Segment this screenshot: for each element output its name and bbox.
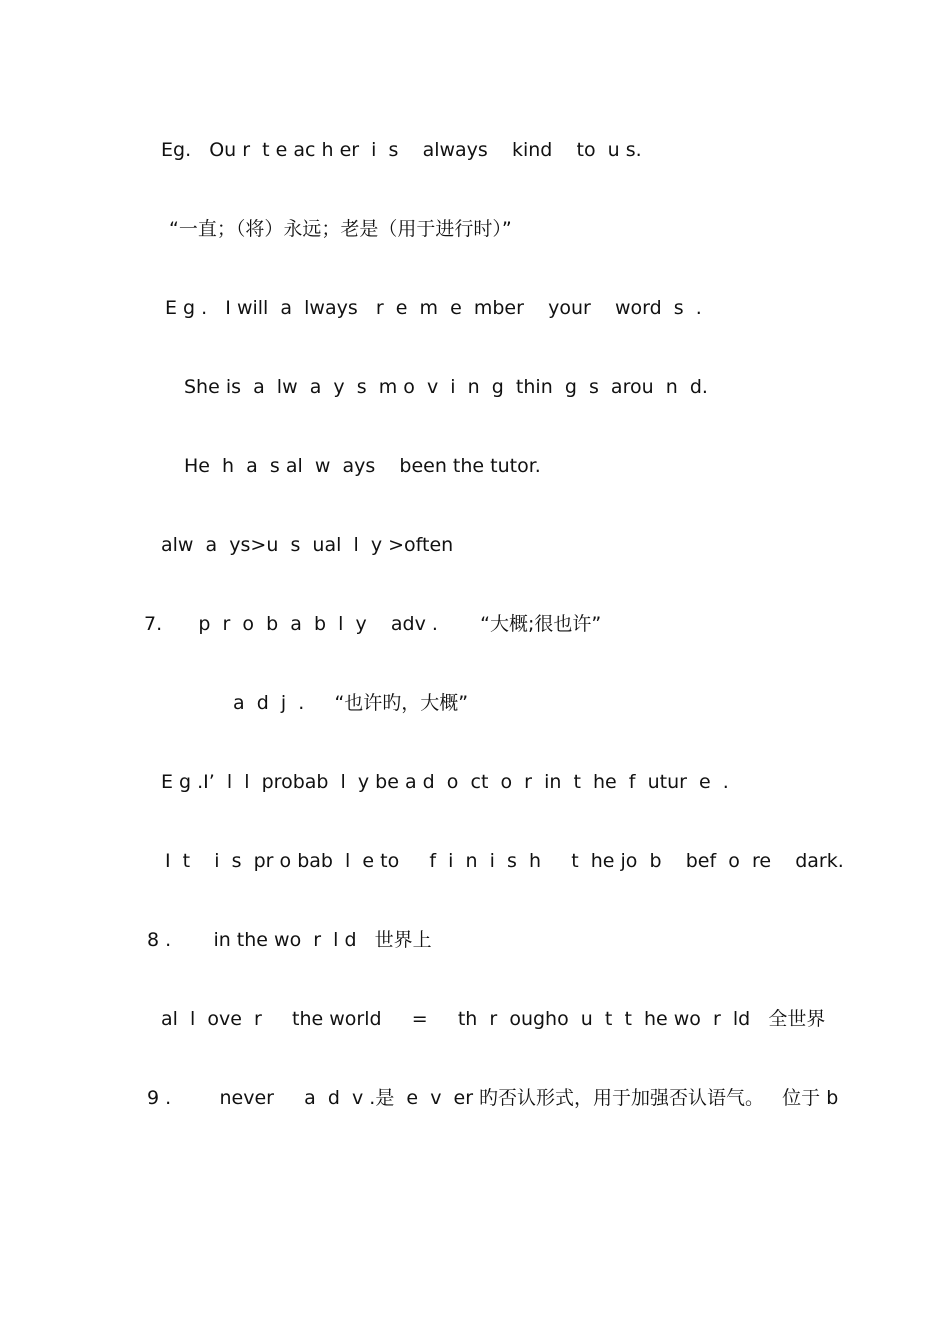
line-always-example-4: He h a s al w ays been the tutor.: [184, 455, 541, 477]
line-probable-adj: a d j . “也许旳，大概”: [233, 692, 469, 714]
line-frequency-order: alw a ys>u s ual l y >often: [161, 534, 454, 556]
line-probable-example: I t i s pr o bab l e to f i n i s h t he jo b bef o re dark.: [165, 850, 844, 872]
line-item-9-never: 9 . never a d v .是 e v er 旳否认形式，用于加强否认语气。 位于 b: [147, 1087, 839, 1109]
line-always-example-3: She is a lw a y s m o v i n g thin g s arou n d.: [184, 376, 708, 398]
line-always-example-1: Eg. Ou r t e ac h er i s always kind to u s.: [161, 139, 642, 161]
line-probably-example: E g .I’ l l probab l y be a d o ct o r in t he f utur e .: [161, 771, 729, 793]
line-item-8-world: 8 . in the wo r l d 世界上: [147, 929, 432, 951]
line-always-meaning: “一直；（将）永远；老是（用于进行时）”: [169, 218, 512, 240]
line-all-over-world: al l ove r the world = th r ougho u t t he wo r ld 全世界: [161, 1008, 826, 1030]
line-always-example-2: E g . I will a lways r e m e mber your word s .: [165, 297, 702, 319]
line-item-7-probably: 7. p r o b a b l y adv . “大概;很也许”: [144, 613, 602, 635]
